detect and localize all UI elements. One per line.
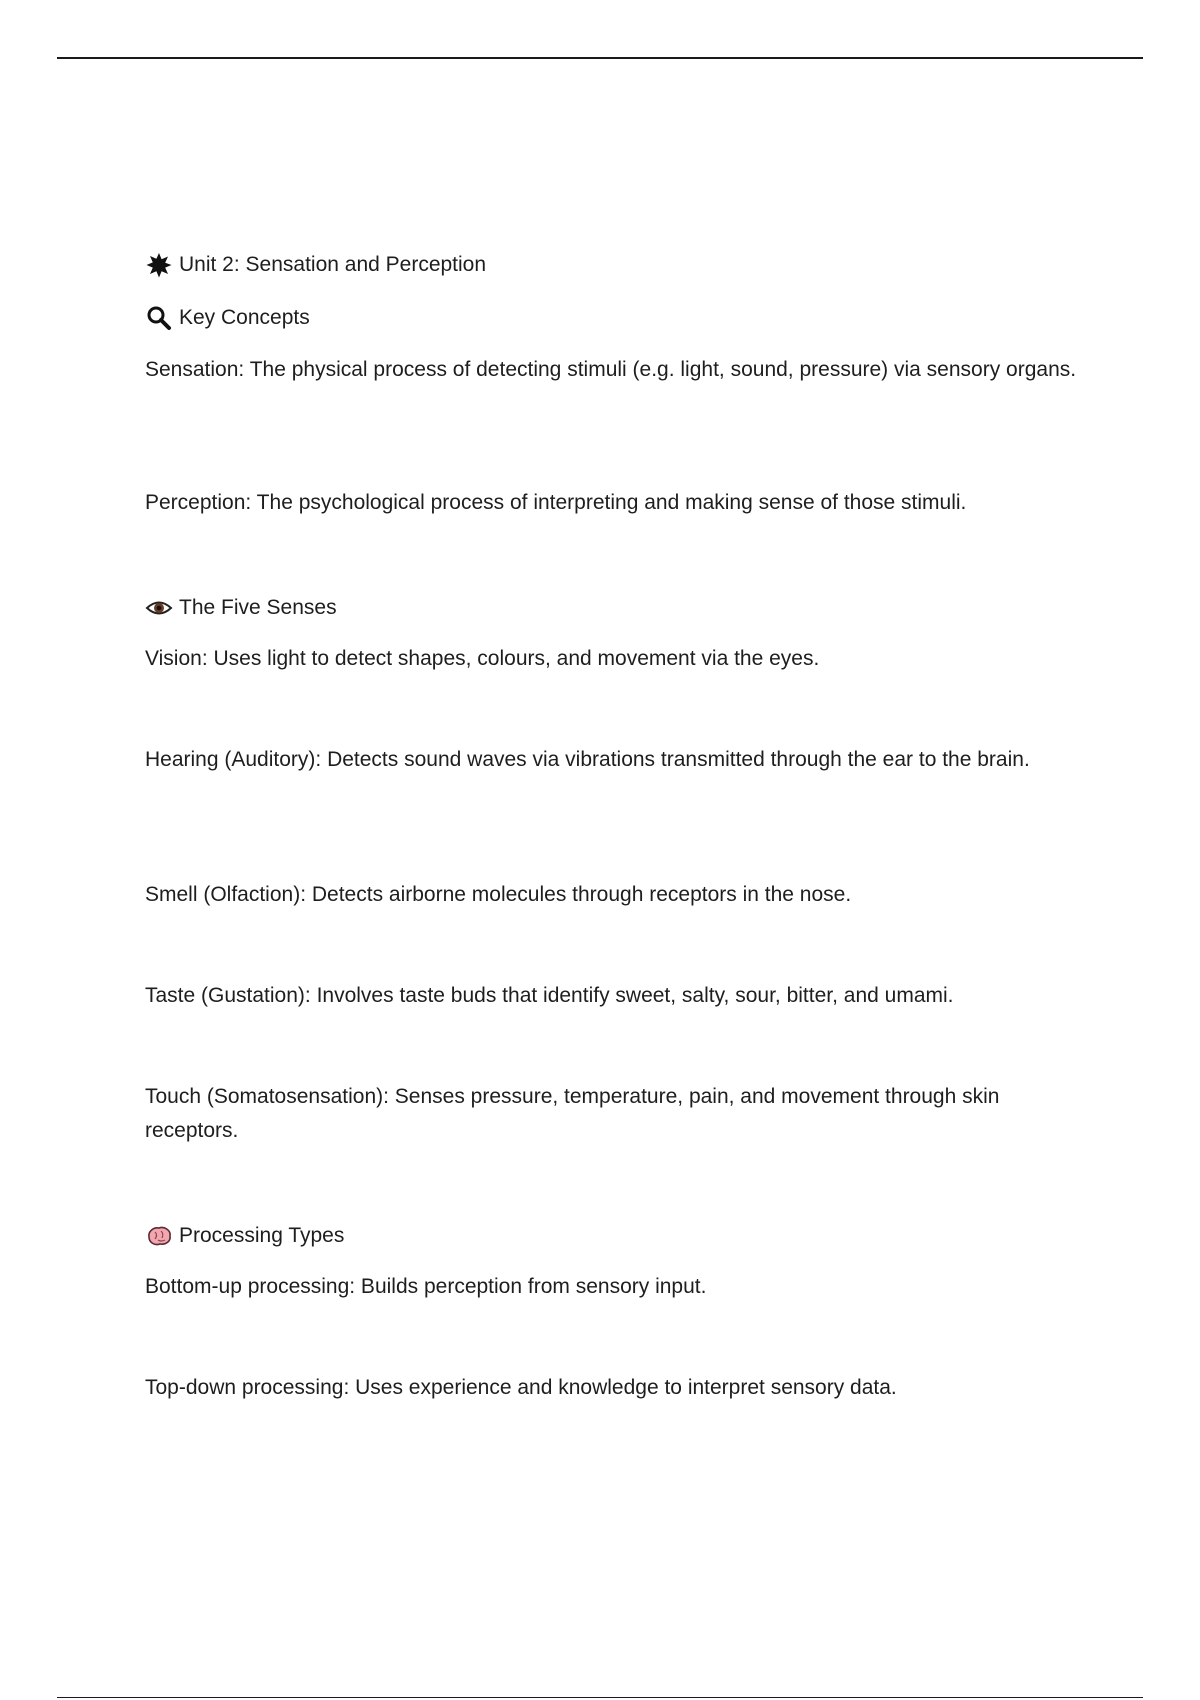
five-senses-title: The Five Senses bbox=[179, 596, 337, 619]
unit-title: Unit 2: Sensation and Perception bbox=[179, 253, 487, 276]
sense-touch: Touch (Somatosensation): Senses pressure, temperature, pain, and movement through skin receptors. bbox=[145, 1085, 1000, 1142]
eye-icon bbox=[145, 594, 173, 622]
key-concepts-heading bbox=[145, 301, 1085, 335]
sense-smell: Smell (Olfaction): Detects airborne molecules through receptors in the nose. bbox=[145, 883, 852, 906]
magnifier-icon bbox=[145, 304, 173, 332]
sense-vision: Vision: Uses light to detect shapes, colours, and movement via the eyes. bbox=[145, 647, 820, 670]
unit-heading bbox=[145, 248, 1085, 282]
processing-top-down: Top-down processing: Uses experience and knowledge to interpret sensory data. bbox=[145, 1376, 897, 1399]
processing-bottom-up: Bottom-up processing: Builds perception from sensory input. bbox=[145, 1275, 707, 1298]
processing-types-heading bbox=[145, 1219, 1085, 1253]
brain-icon bbox=[145, 1222, 173, 1250]
sense-taste: Taste (Gustation): Involves taste buds that identify sweet, salty, sour, bitter, and umami. bbox=[145, 984, 954, 1007]
bottom-rule bbox=[57, 1697, 1143, 1698]
top-rule bbox=[57, 57, 1143, 59]
concept-perception: Perception: The psychological process of interpreting and making sense of those stimuli. bbox=[145, 491, 967, 514]
concept-sensation: Sensation: The physical process of detecting stimuli (e.g. light, sound, pressure) via sensory organs. bbox=[145, 358, 1077, 381]
sense-hearing: Hearing (Auditory): Detects sound waves via vibrations transmitted through the ear to the brain. bbox=[145, 748, 1030, 771]
key-concepts-title: Key Concepts bbox=[179, 306, 310, 329]
star-burst-icon bbox=[145, 251, 173, 279]
processing-types-title: Processing Types bbox=[179, 1224, 345, 1247]
five-senses-heading bbox=[145, 591, 1085, 625]
